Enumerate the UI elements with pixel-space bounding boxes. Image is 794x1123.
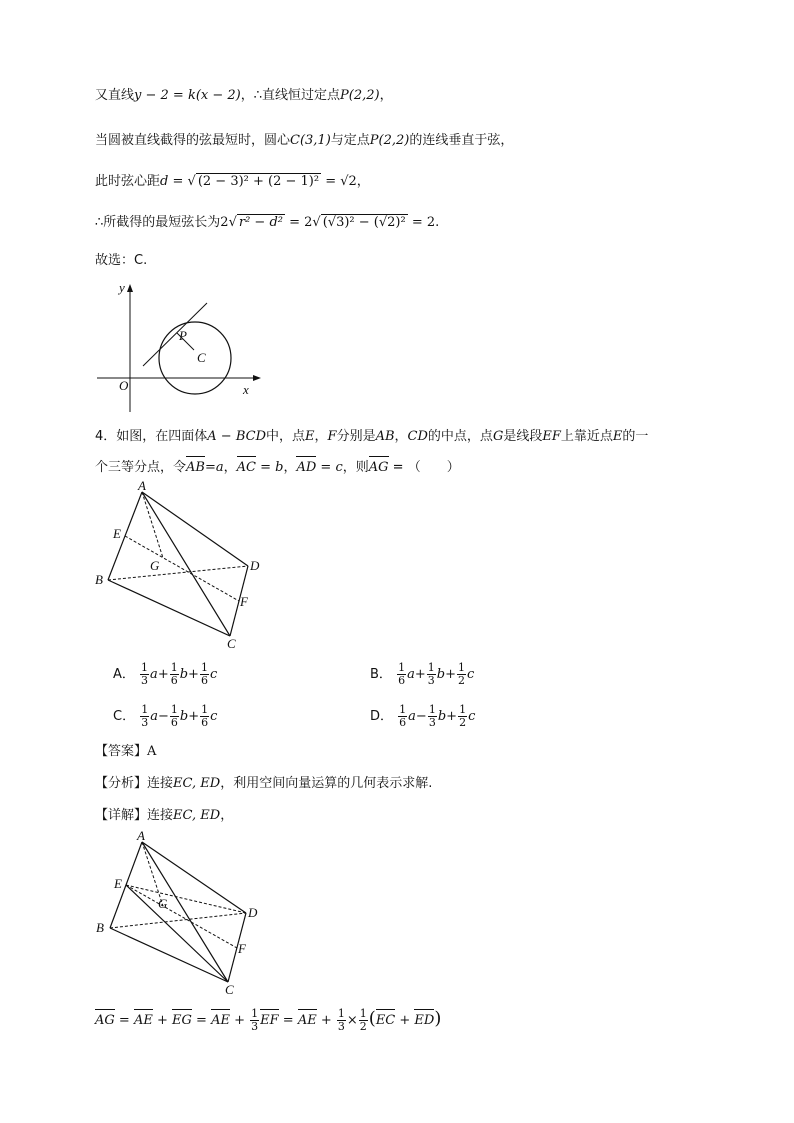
vector-b: b: [436, 667, 446, 682]
coef: 2: [220, 215, 229, 230]
text: 中，点: [266, 429, 306, 444]
text: 4．如图，在四面体: [95, 429, 208, 444]
fraction: [457, 662, 466, 687]
numerator: 1: [337, 1007, 345, 1020]
operator: −: [415, 709, 427, 724]
numerator: 1: [459, 703, 467, 716]
line-choice: 故选：C.: [95, 253, 148, 268]
edge-bc: [108, 580, 230, 636]
label-c: C: [227, 636, 236, 650]
fraction: [200, 704, 209, 729]
line-chord-length: [95, 213, 439, 233]
text: ，∴直线恒过定点: [240, 88, 341, 103]
option-label: A．: [113, 667, 135, 682]
eq: =: [168, 174, 188, 189]
label-a: A: [137, 828, 145, 843]
text: ，: [283, 460, 297, 475]
answer-value: A: [147, 744, 157, 759]
var-d: d: [160, 174, 169, 189]
label-e: E: [113, 526, 121, 541]
text: 分别是: [336, 429, 376, 444]
text: 连接: [147, 808, 174, 823]
numerator: 1: [427, 661, 435, 674]
denominator: 6: [200, 674, 208, 687]
text: 当圆被直线截得的弦最短时，圆心: [95, 133, 291, 148]
equation: y − 2 = k(x − 2): [134, 88, 241, 103]
answer-line: [95, 742, 156, 762]
segment-ab: AB: [375, 429, 395, 444]
label-c: C: [197, 350, 206, 365]
text: ，: [356, 174, 370, 189]
sqrt-sign: √: [228, 215, 237, 230]
label-a: A: [138, 480, 146, 493]
fraction: [140, 662, 149, 687]
sqrt-sign: √: [187, 174, 196, 189]
result: = 2.: [407, 215, 440, 230]
denominator: 3: [427, 674, 435, 687]
line-shortest-chord: [95, 131, 513, 151]
vector-ad: AD: [296, 458, 316, 478]
text: ∴所截得的最短弦长为: [95, 215, 221, 230]
segment-ag: [142, 492, 163, 558]
denominator: 6: [201, 716, 209, 729]
text: 的连线垂直于弦，: [409, 133, 514, 148]
denominator: 6: [170, 674, 178, 687]
vector-ae: AE: [298, 1011, 317, 1031]
fraction: [397, 662, 406, 687]
denominator: 2: [457, 674, 465, 687]
label-g: G: [150, 558, 160, 573]
segment-ef: EF: [542, 429, 561, 444]
fraction: [398, 704, 407, 729]
option-b[interactable]: [370, 662, 474, 687]
vector-a: a: [150, 667, 158, 682]
eq: = 2: [284, 215, 313, 230]
detail-tag: 【详解】: [95, 808, 148, 823]
text: ，: [220, 808, 234, 823]
line-fixed-point: [95, 86, 393, 106]
vector-c: c: [210, 709, 218, 724]
center: C(3,1): [290, 133, 331, 148]
eq: =: [278, 1013, 298, 1028]
vector-a: a: [408, 709, 416, 724]
denominator: 6: [170, 716, 178, 729]
plus: +: [316, 1013, 336, 1028]
fraction: [458, 704, 467, 729]
text: 是线段: [503, 429, 543, 444]
vector-ed: ED: [414, 1011, 434, 1031]
line-distance: [95, 172, 370, 192]
edge-bd-hidden: [108, 566, 248, 580]
label-e: E: [114, 876, 122, 891]
text: 连接: [147, 776, 174, 791]
option-c[interactable]: [113, 704, 217, 729]
segments: EC, ED: [173, 776, 221, 791]
vector-ec: EC: [376, 1011, 395, 1031]
label-d: D: [248, 905, 258, 920]
segment-ef: [125, 536, 239, 601]
plus: +: [229, 1013, 250, 1028]
fraction: [170, 704, 179, 729]
label-f: F: [240, 594, 248, 609]
point-e: E: [612, 429, 623, 444]
figure-tetrahedron: [92, 480, 272, 650]
denominator: 2: [459, 716, 467, 729]
denominator: 6: [399, 716, 407, 729]
q4-stem-line1: [95, 427, 648, 447]
vector-b: b: [179, 709, 189, 724]
edge-bc: [110, 928, 228, 982]
option-label: D．: [370, 709, 394, 724]
label-b: B: [95, 572, 103, 587]
segment-ed: [126, 885, 246, 913]
denominator: 3: [141, 716, 149, 729]
plus: +: [395, 1013, 415, 1028]
denominator: 3: [251, 1020, 259, 1033]
numerator: 1: [200, 661, 208, 674]
vector-b: b: [179, 667, 189, 682]
q4-stem-line2: [95, 458, 460, 478]
label-g: G: [158, 896, 168, 911]
label-b: B: [96, 920, 104, 935]
numerator: 1: [141, 703, 149, 716]
text: 个三等分点，令: [95, 460, 187, 475]
text: ，: [394, 429, 408, 444]
numerator: 1: [201, 703, 209, 716]
fraction: [140, 704, 149, 729]
vector-c: c: [209, 667, 218, 682]
label-o: O: [119, 378, 129, 393]
radicand: r² − d²: [238, 215, 283, 230]
option-label: B．: [370, 667, 392, 682]
label-x: x: [243, 382, 249, 397]
analysis-tag: 【分析】: [95, 776, 148, 791]
numerator: 1: [141, 661, 149, 674]
denominator: 2: [359, 1020, 367, 1033]
label-f: F: [238, 941, 246, 956]
text: ，: [314, 429, 328, 444]
text: 上靠近点: [560, 429, 613, 444]
fraction: [359, 1008, 368, 1033]
operator: +: [157, 667, 169, 682]
text: 的中点，点: [427, 429, 493, 444]
eq: =: [191, 1013, 212, 1028]
eq-a: =a: [204, 460, 224, 475]
vector-c: c: [466, 667, 475, 682]
vector-a: a: [407, 667, 415, 682]
text: 此时弦心距: [95, 174, 161, 189]
vector-ef: EF: [260, 1011, 279, 1031]
result: = √2: [321, 174, 357, 189]
text: ，利用空间向量运算的几何表示求解.: [220, 776, 433, 791]
vector-c: c: [468, 709, 476, 724]
segment-cd: CD: [407, 429, 428, 444]
denominator: 6: [398, 674, 406, 687]
numerator: 1: [170, 661, 178, 674]
paren: (: [368, 1008, 376, 1029]
numerator: 1: [251, 1007, 259, 1020]
option-label: C．: [113, 709, 136, 724]
eq: =: [114, 1013, 134, 1028]
detail-line: [95, 806, 233, 826]
eq-c: = c: [316, 460, 343, 475]
final-equation: [95, 1008, 441, 1033]
x-arrow: [253, 375, 261, 381]
text: ，: [379, 88, 393, 103]
paren: ): [434, 1008, 442, 1029]
vector-ac: AC: [237, 458, 256, 478]
text: ，: [223, 460, 237, 475]
operator: +: [188, 667, 199, 682]
operator: +: [188, 709, 200, 724]
fraction: [428, 704, 437, 729]
numerator: 1: [398, 661, 406, 674]
option-a[interactable]: [113, 662, 217, 687]
numerator: 1: [359, 1007, 367, 1020]
numerator: 1: [399, 703, 407, 716]
fraction: [170, 662, 179, 687]
fraction: [200, 662, 209, 687]
operator: +: [414, 667, 426, 682]
numerator: 1: [457, 661, 465, 674]
fraction: [337, 1008, 346, 1033]
text: 的一: [622, 429, 649, 444]
point-f: F: [327, 429, 337, 444]
tetrahedron: A − BCD: [207, 429, 266, 444]
text: ，则: [342, 460, 369, 475]
vector-a: a: [150, 709, 158, 724]
segments: EC, ED: [173, 808, 221, 823]
text: = （ ）: [388, 460, 460, 475]
answer-tag: 【答案】: [95, 744, 148, 759]
edge-bd-hidden: [110, 913, 246, 928]
point-g: G: [492, 429, 504, 444]
operator: +: [446, 709, 458, 724]
denominator: 3: [337, 1020, 345, 1033]
vector-ae: AE: [211, 1011, 230, 1031]
fraction: [427, 662, 436, 687]
numerator: 1: [428, 703, 436, 716]
operator: +: [445, 667, 456, 682]
vector-b: b: [437, 709, 447, 724]
analysis-line: [95, 774, 432, 794]
point-e: E: [305, 429, 315, 444]
text: 与定点: [330, 133, 370, 148]
y-arrow: [127, 284, 133, 292]
label-p: P: [179, 328, 187, 343]
circle: [159, 322, 231, 394]
numerator: 1: [170, 703, 178, 716]
label-c: C: [225, 982, 234, 997]
figure-tetrahedron-detail: [92, 828, 272, 998]
eq-b: = b: [255, 460, 284, 475]
vector-ag: AG: [95, 1011, 115, 1031]
point: P(2,2): [340, 88, 380, 103]
sqrt-sign: √: [312, 215, 321, 230]
times: ×: [346, 1013, 358, 1028]
vector-ag: AG: [369, 458, 389, 478]
figure-circle-diagram: [95, 278, 265, 418]
label-y: y: [119, 280, 125, 295]
denominator: 3: [428, 716, 436, 729]
radicand: (2 − 3)² + (2 − 1)²: [197, 174, 320, 189]
vector-ab: AB: [186, 458, 205, 478]
vector-ae: AE: [134, 1011, 153, 1031]
label-d: D: [250, 558, 260, 573]
plus: +: [152, 1013, 173, 1028]
vector-eg: EG: [172, 1011, 192, 1031]
radicand: (√3)² − (√2)²: [322, 215, 406, 230]
operator: −: [157, 709, 169, 724]
option-d[interactable]: [370, 704, 475, 729]
denominator: 3: [141, 674, 149, 687]
fraction: [250, 1008, 259, 1033]
text: 又直线: [95, 88, 135, 103]
point: P(2,2): [369, 133, 410, 148]
